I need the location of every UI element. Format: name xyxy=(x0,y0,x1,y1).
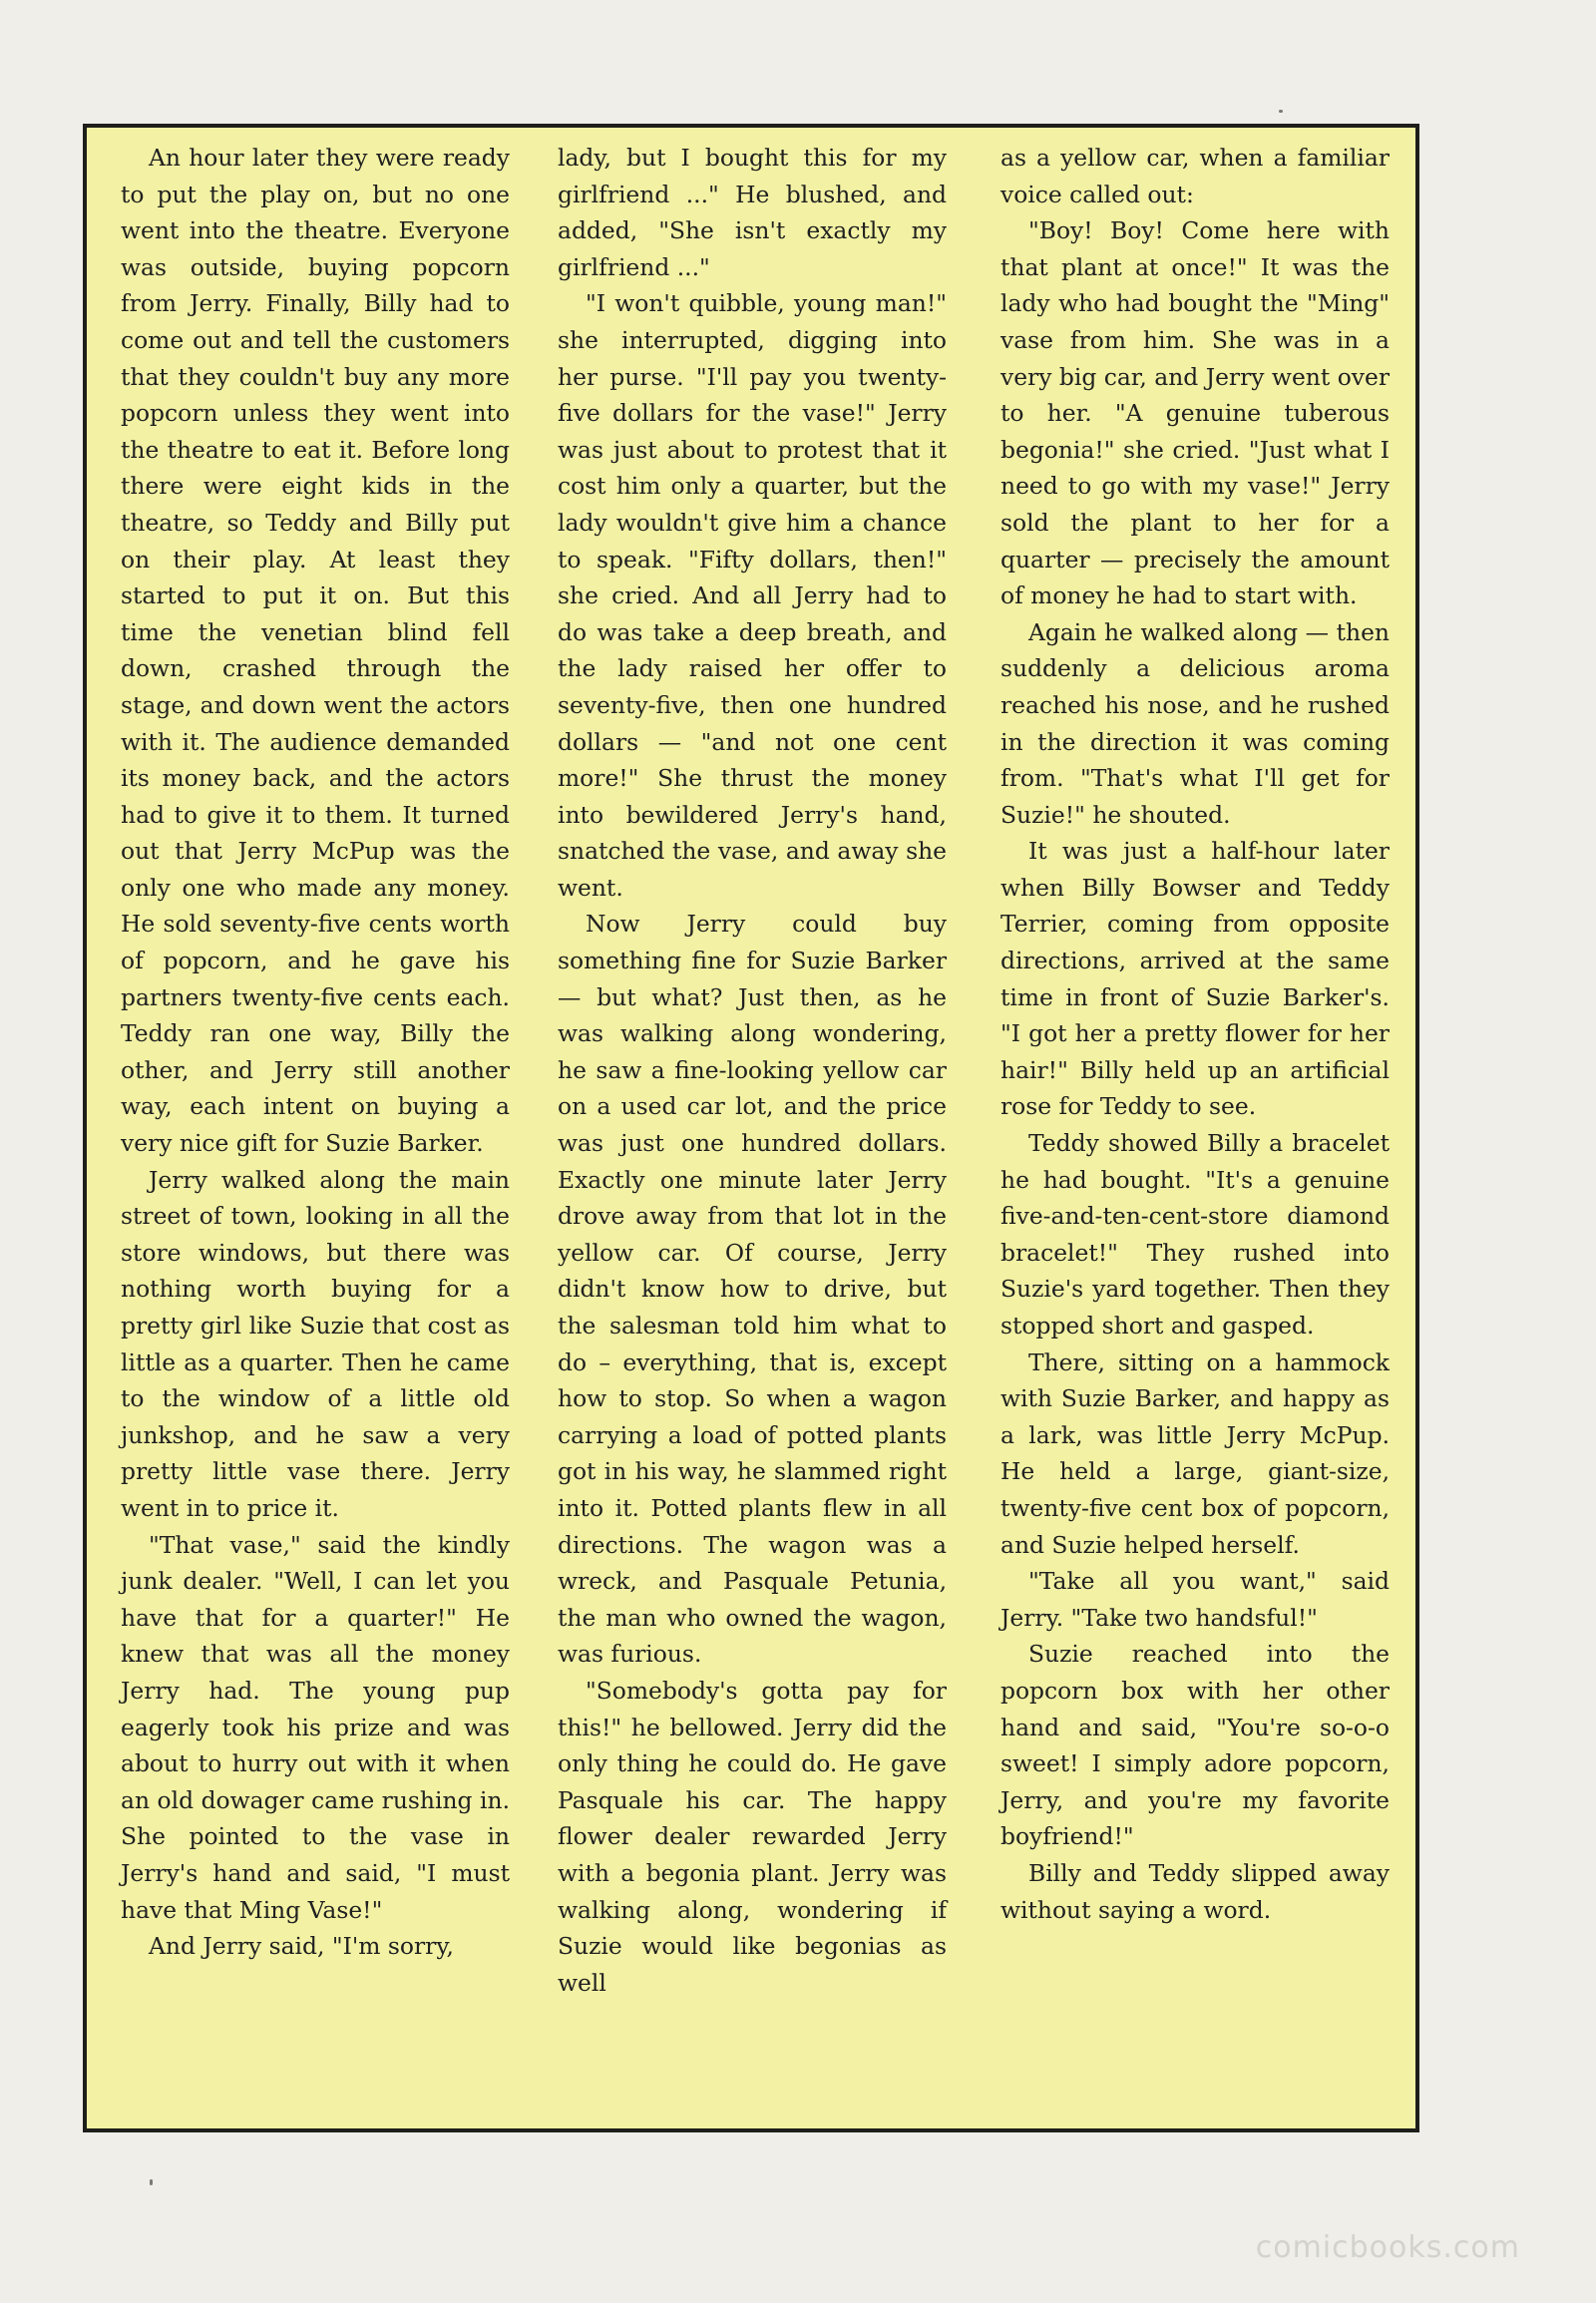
paragraph: "Boy! Boy! Come here with that plant at once!" It was the lady who had bought the "Ming" vase from him. She was in a very big car, and Jerry went over to her. "A genuine tuberous begonia!" she cried. "Just what I need to go with my vase!" Jerry sold the plant to her for a quarter — precisely the amount of money he had to start with. xyxy=(1000,216,1391,610)
text-column-2 xyxy=(558,140,947,2001)
paragraph: It was just a half-hour later when Billy Bowser and Teddy Terrier, coming from opposite directions, arrived at the same time in front of Suzie Barker's. "I got her a pretty flower for her hair!" Billy held up an artificial rose for Teddy to see. xyxy=(1000,837,1390,1121)
paragraph: Again he walked along — then suddenly a delicious aroma reached his nose, and he rushed in the direction it was coming from. "That's what I'll get for Suzie!" he shouted. xyxy=(1000,617,1390,829)
paragraph: "Take all you want," said Jerry. "Take two handsful!" xyxy=(1000,1567,1390,1632)
paragraph: And Jerry said, "I'm sorry, xyxy=(149,1932,454,1961)
paragraph: "Somebody's gotta pay for this!" he bellowed. Jerry did the only thing he could do. He gave Pasquale his car. The happy flower dealer rewarded Jerry with a begonia plant. Jerry was walking along, wondering if Suzie would like begonias as well xyxy=(558,1676,947,1997)
print-speck xyxy=(1279,110,1283,113)
paragraph: as a yellow car, when a familiar voice called out: xyxy=(1000,144,1390,208)
text-column-3 xyxy=(1000,140,1390,1928)
paragraph: Suzie reached into the popcorn box with her other hand and said, "You're so-o-o sweet! I simply adore popcorn, Jerry, and you're my favorite boyfriend!" xyxy=(1000,1640,1390,1851)
paragraph: There, sitting on a hammock with Suzie Barker, and happy as a lark, was little Jerry McPup. He held a large, giant-size, twenty-five cent box of popcorn, and Suzie helped herself. xyxy=(1000,1347,1390,1559)
paragraph: lady, but I bought this for my girlfriend ..." He blushed, and added, "She isn't exactly my girlfriend ..." xyxy=(558,144,947,281)
text-column-1 xyxy=(121,140,510,1965)
paragraph: "That vase," said the kindly junk dealer. "Well, I can let you have that for a quarter!" He knew that was all the money Jerry had. The young pup eagerly took his prize and was about to hurry out with it when an old dowager came rushing in. She pointed to the vase in Jerry's hand and said, "I must have that Ming Vase!" xyxy=(121,1530,510,1924)
story-page-panel xyxy=(83,124,1419,2132)
paragraph: Billy and Teddy slipped away without saying a word. xyxy=(1000,1858,1390,1924)
paragraph: "I won't quibble, young man!" she interrupted, digging into her purse. "I'll pay you twenty-five dollars for the vase!" Jerry was just about to protest that it cost him only a quarter, but the lady wouldn't give him a chance to speak. "Fifty dollars, then!" she cried. And all Jerry had to do was take a deep breath, and the lady raised her offer to seventy-five, then one hundred dollars — "and not one cent more!" She thrust the money into bewildered Jerry's hand, snatched the vase, and away she went. xyxy=(558,289,947,902)
paragraph: An hour later they were ready to put the play on, but no one went into the theatre. Everyone was outside, buying popcorn from Jerry. Finally, Billy had to come out and tell the customers that they couldn't buy any more popcorn unless they went into the theatre to eat it. Before long there were eight kids in the theatre, so Teddy and Billy put on their play. At least they started to put it on. But this time the venetian blind fell down, crashed through the stage, and down went the actors with it. The audience demanded its money back, and the actors had to give it to them. It turned out that Jerry McPup was the only one who made any money. He sold seventy-five cents worth of popcorn, and he gave his partners twenty-five cents each. Teddy ran one way, Billy the other, and Jerry still another way, each intent on buying a very nice gift for Suzie Barker. xyxy=(121,144,510,1158)
paragraph: Teddy showed Billy a bracelet he had bought. "It's a genuine five-and-ten-cent-store diamond bracelet!" They rushed into Suzie's yard together. Then they stopped short and gasped. xyxy=(1000,1129,1390,1340)
paragraph: Now Jerry could buy something fine for Suzie Barker — but what? Just then, as he was walking along wondering, he saw a fine-looking yellow car on a used car lot, and the price was just one hundred dollars. Exactly one minute later Jerry drove away from that lot in the yellow car. Of course, Jerry didn't know how to drive, but the salesman told him what to do – everything, that is, except how to stop. So when a wagon carrying a load of potted plants got in his way, he slammed right into it. Potted plants flew in all directions. The wagon was a wreck, and Pasquale Petunia, the man who owned the wagon, was furious. xyxy=(558,910,947,1669)
paragraph: Jerry walked along the main street of town, looking in all the store windows, but there was nothing worth buying for a pretty girl like Suzie that cost as little as a quarter. Then he came to the window of a little old junkshop, and he saw a very pretty little vase there. Jerry went in to price it. xyxy=(121,1165,510,1522)
watermark: comicbooks.com xyxy=(1255,2230,1520,2265)
print-speck xyxy=(150,2179,153,2185)
